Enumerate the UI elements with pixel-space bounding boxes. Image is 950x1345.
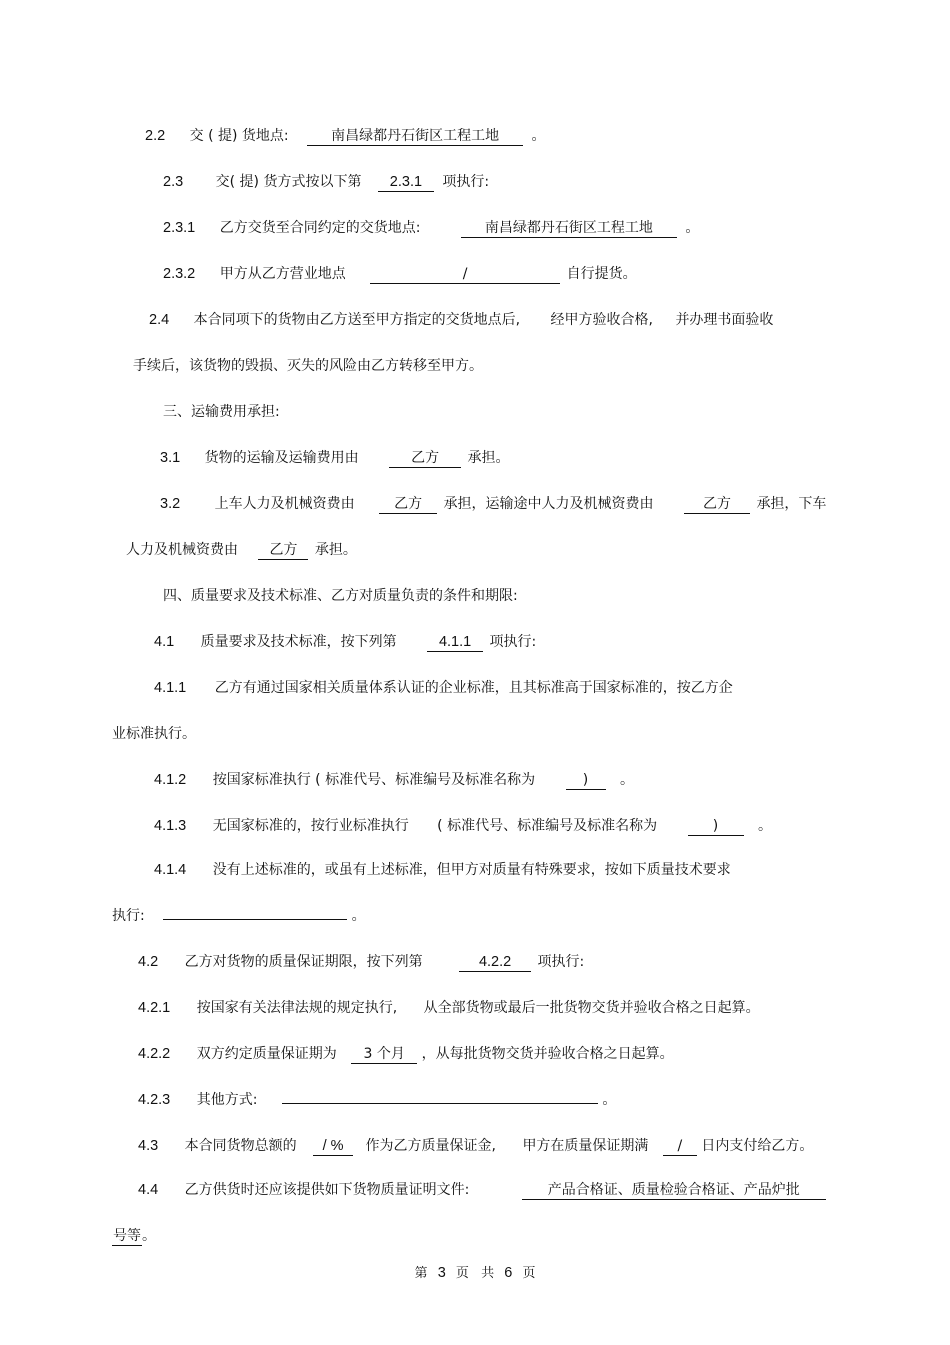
clause-text: ( 标准代号、标准编号及标准名称为 xyxy=(437,818,658,834)
clause-text: 。 xyxy=(757,818,772,834)
clause-number: 4.2.2 xyxy=(138,1046,171,1062)
clause-number: 4.2 xyxy=(138,954,159,970)
clause-text: 。 xyxy=(531,128,546,144)
fill-field: ) xyxy=(688,817,744,836)
clause-text: 手续后，该货物的毁损、灭失的风险由乙方转移至甲方。 xyxy=(133,358,483,374)
clause-text: 乙方对货物的质量保证期限，按下列第 xyxy=(184,954,423,970)
clause-4-2-2 xyxy=(138,1044,674,1064)
clause-text: 本合同项下的货物由乙方送至甲方指定的交货地点后, xyxy=(193,312,521,328)
clause-text: 。 xyxy=(619,772,634,788)
clause-text: 交( 提) 货方式按以下第 xyxy=(215,174,362,190)
clause-2-2 xyxy=(145,126,546,146)
clause-number: 4.1.2 xyxy=(154,772,187,788)
clause-text: 经甲方验收合格, xyxy=(550,312,653,328)
footer-text: 页 xyxy=(455,1266,469,1281)
clause-text: 日内支付给乙方。 xyxy=(701,1138,814,1154)
clause-text: 按国家标准执行 ( 标准代号、标准编号及标准名称为 xyxy=(212,772,536,788)
clause-4-1-4 xyxy=(154,860,731,880)
clause-number: 4.3 xyxy=(138,1138,159,1154)
page-number: 3 xyxy=(437,1265,446,1281)
section-heading: 三、运输费用承担: xyxy=(163,404,280,420)
clause-number: 2.4 xyxy=(149,312,170,328)
clause-text: 无国家标准的，按行业标准执行 xyxy=(212,818,409,834)
fill-field: 4.2.2 xyxy=(459,953,531,972)
fill-field xyxy=(282,1103,598,1104)
clause-number: 4.1.1 xyxy=(154,680,187,696)
clause-text: 从全部货物或最后一批货物交货并验收合格之日起算。 xyxy=(423,1000,760,1016)
clause-text: 人力及机械资费由 xyxy=(126,542,238,558)
clause-text: 乙方交货至合同约定的交货地点: xyxy=(219,220,421,236)
page-footer xyxy=(0,1262,950,1281)
clause-text: 承担。 xyxy=(467,450,510,466)
clause-number: 2.3.2 xyxy=(163,266,196,282)
clause-4-4 xyxy=(138,1180,826,1200)
clause-3-2-cont xyxy=(126,540,357,560)
clause-number: 3.2 xyxy=(160,496,181,512)
clause-4-2 xyxy=(138,952,584,972)
clause-4-2-1 xyxy=(138,998,760,1018)
clause-text: 甲方在质量保证期满 xyxy=(522,1138,649,1154)
clause-2-4 xyxy=(149,310,773,330)
clause-4-3 xyxy=(138,1136,813,1156)
clause-number: 3.1 xyxy=(160,450,181,466)
clause-text: 乙方供货时还应该提供如下货物质量证明文件: xyxy=(184,1182,470,1198)
clause-4-1-3 xyxy=(154,816,772,836)
clause-text: 项执行: xyxy=(537,954,585,970)
clause-text: 自行提货。 xyxy=(566,266,637,282)
clause-2-4-cont xyxy=(133,356,483,376)
clause-text: 质量要求及技术标准，按下列第 xyxy=(200,634,397,650)
clause-4-4-cont xyxy=(112,1226,156,1246)
clause-4-1-2 xyxy=(154,770,634,790)
clause-number: 4.1 xyxy=(154,634,175,650)
clause-number: 4.2.3 xyxy=(138,1092,171,1108)
section-3-heading xyxy=(163,402,280,422)
clause-text: 承担，下车 xyxy=(756,496,827,512)
clause-4-2-3 xyxy=(138,1090,616,1110)
section-4-heading xyxy=(163,586,518,606)
clause-text: ，从每批货物交货并验收合格之日起算。 xyxy=(421,1046,674,1062)
fill-field: / xyxy=(663,1137,697,1156)
clause-number: 4.4 xyxy=(138,1182,159,1198)
clause-text: 承担，运输途中人力及机械资费由 xyxy=(443,496,654,512)
clause-3-2 xyxy=(160,494,826,514)
clause-text: 项执行: xyxy=(442,174,490,190)
fill-field: 乙方 xyxy=(684,495,750,514)
clause-text: 乙方有通过国家相关质量体系认证的企业标准，且其标准高于国家标准的，按乙方企 xyxy=(214,680,733,696)
footer-text: 共 xyxy=(481,1266,495,1281)
fill-field xyxy=(163,919,347,920)
fill-field: ) xyxy=(566,771,606,790)
clause-text: 上车人力及机械资费由 xyxy=(214,496,355,512)
clause-text: 。 xyxy=(142,1228,156,1244)
clause-number: 4.2.1 xyxy=(138,1000,171,1016)
clause-text: 按国家有关法律法规的规定执行, xyxy=(196,1000,398,1016)
clause-text: 货物的运输及运输费用由 xyxy=(204,450,359,466)
page-total: 6 xyxy=(504,1265,513,1281)
clause-number: 2.3.1 xyxy=(163,220,196,236)
footer-text: 第 xyxy=(414,1266,428,1281)
clause-text: 双方约定质量保证期为 xyxy=(196,1046,337,1062)
fill-field: / % xyxy=(313,1137,353,1156)
clause-4-1-1 xyxy=(154,678,733,698)
footer-text: 页 xyxy=(522,1266,536,1281)
clause-4-1-4-cont xyxy=(112,906,366,926)
fill-field: 乙方 xyxy=(379,495,437,514)
clause-2-3-2 xyxy=(163,264,637,284)
clause-text: 交 ( 提) 货地点: xyxy=(189,128,289,144)
clause-text: 。 xyxy=(685,220,700,236)
fill-field: 乙方 xyxy=(389,449,461,468)
clause-number: 2.2 xyxy=(145,128,166,144)
clause-text: 本合同货物总额的 xyxy=(184,1138,297,1154)
clause-text: 项执行: xyxy=(489,634,537,650)
fill-field: 产品合格证、质量检验合格证、产品炉批 xyxy=(522,1181,826,1200)
clause-text: 承担。 xyxy=(314,542,357,558)
clause-4-1-1-cont xyxy=(112,724,196,744)
fill-field: 4.1.1 xyxy=(427,633,483,652)
clause-number: 2.3 xyxy=(163,174,184,190)
clause-4-1 xyxy=(154,632,536,652)
clause-2-3 xyxy=(163,172,489,192)
clause-text: 业标准执行。 xyxy=(112,726,196,742)
clause-text: 甲方从乙方营业地点 xyxy=(219,266,346,282)
fill-field: 2.3.1 xyxy=(378,173,434,192)
clause-text: 其他方式: xyxy=(196,1092,258,1108)
clause-text: 。 xyxy=(602,1092,617,1108)
clause-text: 并办理书面验收 xyxy=(675,312,774,328)
fill-field: 乙方 xyxy=(258,541,308,560)
fill-field: 南昌绿都丹石街区工程工地 xyxy=(461,219,677,238)
fill-field: 3 个月 xyxy=(351,1045,417,1064)
fill-field: 号等 xyxy=(113,1228,141,1244)
clause-number: 4.1.3 xyxy=(154,818,187,834)
clause-number: 4.1.4 xyxy=(154,862,187,878)
section-heading: 四、质量要求及技术标准、乙方对质量负责的条件和期限: xyxy=(163,588,518,604)
clause-3-1 xyxy=(160,448,510,468)
clause-text: 没有上述标准的，或虽有上述标准，但甲方对质量有特殊要求，按如下质量技术要求 xyxy=(212,862,731,878)
clause-text: 执行: xyxy=(112,908,145,924)
clause-text: 。 xyxy=(351,908,366,924)
fill-field: / xyxy=(370,265,560,284)
fill-field: 南昌绿都丹石街区工程工地 xyxy=(307,127,523,146)
clause-text: 作为乙方质量保证金, xyxy=(365,1138,496,1154)
clause-2-3-1 xyxy=(163,218,699,238)
